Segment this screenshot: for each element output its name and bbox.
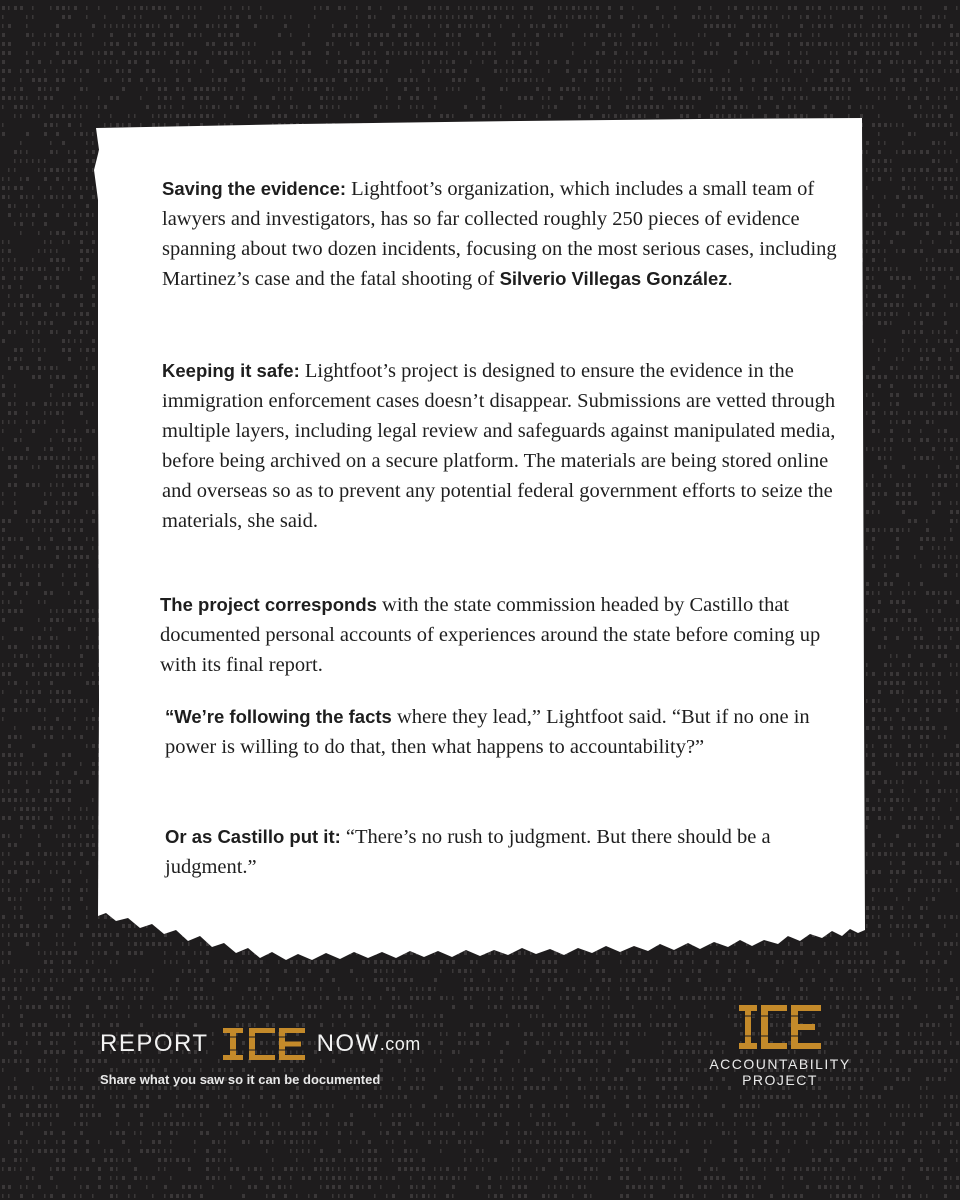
report-word: REPORT [100,1030,209,1057]
accountability-text: ACCOUNTABILITY [709,1056,851,1072]
ice-logo-icon [211,1026,315,1062]
lead-project-corresponds: The project corresponds [160,594,377,615]
report-ice-now-branding[interactable] [100,1026,421,1087]
lead-following-facts: “We’re following the facts [165,706,392,727]
ice-accountability-project-logo [690,1002,870,1088]
paragraph-saving-evidence-text: Lightfoot’s organization, which includes a small team of lawyers and investigators, has so far collected roughly 250 pieces of evidence spanning about two dozen incidents, focusing on the most serious cases, including Martinez’s case and the fatal shooting of [162,178,837,290]
paragraph-saving-evidence-tail: . [727,268,733,290]
paragraph-project-corresponds-text: with the state commission headed by Castillo that documented personal accounts of experiences around the state before coming up with its final report. [160,594,821,676]
paragraph-castillo-text: “There’s no rush to judgment. But there should be a judgment.” [165,826,771,878]
now-word: NOW [316,1030,380,1057]
project-text: PROJECT [742,1072,818,1088]
lead-saving-evidence: Saving the evidence: [162,178,347,199]
paragraph-castillo-quote [165,822,845,882]
paragraph-following-facts-text: where they lead,” Lightfoot said. “But if no one in power is willing to do that, then what happens to accountability?” [165,706,810,758]
lead-keeping-safe: Keeping it safe: [162,360,300,381]
paragraph-saving-evidence [162,174,852,294]
com-word: .com [379,1033,421,1054]
ice-accountability-logo-icon [735,1002,825,1052]
lead-castillo: Or as Castillo put it: [165,826,341,847]
paragraph-project-corresponds [160,590,850,680]
paragraph-keeping-safe-text: Lightfoot’s project is designed to ensure the evidence in the immigration enforcement cases doesn’t disappear. Submissions are vetted through multiple layers, including legal review and safeguards against manipulated media, before being archived on a secure platform. The materials are being stored online and overseas so as to prevent any potential federal government efforts to seize the materials, she said. [162,360,836,532]
paragraph-following-facts [165,702,845,762]
tagline: Share what you saw so it can be documented [100,1072,381,1087]
paragraph-keeping-safe [162,356,852,536]
name-silverio: Silverio Villegas González [499,268,728,289]
